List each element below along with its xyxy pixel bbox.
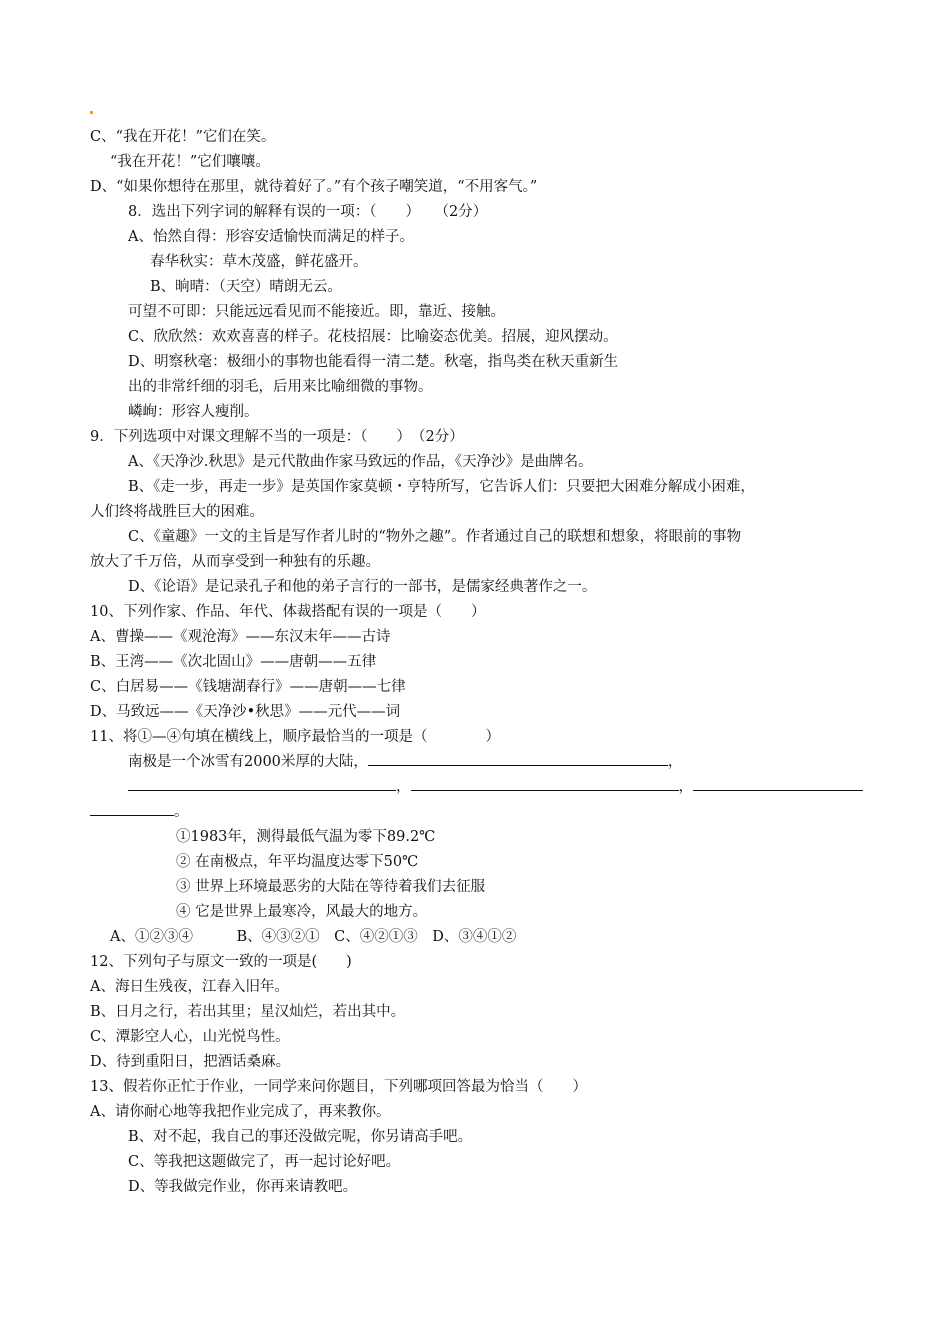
- q10-option-c: C、白居易——《钱塘湖春行》——唐朝——七律: [90, 679, 406, 695]
- answer-blank-4[interactable]: [693, 778, 863, 791]
- q10-option-b: B、王湾——《次北固山》——唐朝——五律: [90, 654, 377, 670]
- q8-option-b: B、晌晴：（天空）晴朗无云。: [150, 279, 342, 295]
- q11-sentence-start: [128, 753, 682, 771]
- q9-option-b-cont: 人们终将战胜巨大的困难。: [90, 504, 264, 520]
- q11-item-1: ①1983年，测得最低气温为零下89.2℃: [176, 829, 436, 845]
- q11-item-3: ③ 世界上环境最恶劣的大陆在等待着我们去征服: [176, 879, 486, 895]
- q11-blanks-row: [128, 778, 863, 796]
- line-2: “我在开花！”它们嚷嚷。: [110, 154, 270, 170]
- blank-comma: ，: [396, 779, 411, 795]
- q8-option-d-2: 嶙峋：形容人瘦削。: [128, 404, 259, 420]
- q9-option-b: B、《走一步，再走一步》是英国作家莫顿・亨特所写，它告诉人们：只要把大困难分解成小困难，: [128, 479, 755, 495]
- q12-option-a: A、海日生残夜，江春入旧年。: [90, 979, 289, 995]
- q13-option-b: B、对不起，我自己的事还没做完呢，你另请高手吧。: [128, 1129, 473, 1145]
- question-12: 12、下列句子与原文一致的一项是( ): [90, 954, 352, 970]
- q8-option-c: C、欣欣然：欢欢喜喜的样子。花枝招展：比喻姿态优美。招展，迎风摆动。: [128, 329, 618, 345]
- q8-option-d-cont: 出的非常纤细的羽毛，后用来比喻细微的事物。: [128, 379, 433, 395]
- q8-option-a: A、怡然自得：形容安适愉快而满足的样子。: [128, 229, 414, 245]
- q9-option-a: A、《天净沙.秋思》是元代散曲作家马致远的作品，《天净沙》是曲牌名。: [128, 454, 593, 470]
- q9-option-d: D、《论语》是记录孔子和他的弟子言行的一部书，是儒家经典著作之一。: [128, 579, 597, 595]
- question-9: 9．下列选项中对课文理解不当的一项是：（ ） （2分）: [90, 429, 464, 445]
- q13-option-d: D、等我做完作业，你再来请教吧。: [128, 1179, 358, 1195]
- blank-period: 。: [174, 804, 189, 820]
- line-3: D、“如果你想待在那里，就待着好了。”有个孩子嘲笑道，“不用客气。”: [90, 179, 538, 195]
- answer-blank-3[interactable]: [411, 778, 679, 791]
- answer-blank-1[interactable]: [368, 753, 668, 766]
- q12-option-d: D、待到重阳日，把酒话桑麻。: [90, 1054, 291, 1070]
- q11-item-4: ④ 它是世界上最寒冷，风最大的地方。: [176, 904, 428, 920]
- q10-option-d: D、马致远——《天净沙•秋思》——元代——词: [90, 704, 401, 720]
- q8-option-d: D、明察秋毫：极细小的事物也能看得一清二楚。秋毫，指鸟类在秋天重新生: [128, 354, 619, 370]
- answer-blank-2[interactable]: [128, 778, 396, 791]
- q11-sentence-text: 南极是一个冰雪有2000米厚的大陆，: [128, 754, 368, 770]
- blank-comma: ，: [667, 754, 683, 770]
- question-13: 13、假若你正忙于作业，一同学来问你题目，下列哪项回答最为恰当（ ）: [90, 1079, 587, 1095]
- q11-item-2: ② 在南极点，年平均温度达零下50℃: [176, 854, 419, 870]
- answer-blank-4-cont[interactable]: [90, 803, 174, 816]
- question-11: 11、将①—④句填在横线上，顺序最恰当的一项是（ ）: [90, 729, 500, 745]
- blank-comma: ，: [678, 779, 693, 795]
- q10-option-a: A、曹操——《观沧海》——东汉末年——古诗: [90, 629, 391, 645]
- q8-option-a-2: 春华秋实：草木茂盛，鲜花盛开。: [150, 254, 368, 270]
- decorative-dot: [90, 111, 93, 114]
- q11-blank-end: [90, 803, 189, 821]
- q8-option-b-2: 可望不可即：只能远远看见而不能接近。即，靠近、接触。: [128, 304, 505, 320]
- question-8: 8．选出下列字词的解释有误的一项：（ ） （2分）: [128, 204, 488, 220]
- q12-option-b: B、日月之行，若出其里；星汉灿烂，若出其中。: [90, 1004, 406, 1020]
- q11-options: A、①②③④ B、④③②① C、④②①③ D、③④①②: [110, 929, 517, 945]
- q9-option-c: C、《童趣》一文的主旨是写作者儿时的“物外之趣”。作者通过自己的联想和想象，将眼前的事物: [128, 529, 742, 545]
- line-1: C、“我在开花！”它们在笑。: [90, 129, 276, 145]
- question-10: 10、下列作家、作品、年代、体裁搭配有误的一项是（ ）: [90, 604, 486, 620]
- q9-option-c-cont: 放大了千万倍，从而享受到一种独有的乐趣。: [90, 554, 380, 570]
- q13-option-c: C、等我把这题做完了，再一起讨论好吧。: [128, 1154, 401, 1170]
- q13-option-a: A、请你耐心地等我把作业完成了，再来教你。: [90, 1104, 391, 1120]
- q12-option-c: C、潭影空人心，山光悦鸟性。: [90, 1029, 290, 1045]
